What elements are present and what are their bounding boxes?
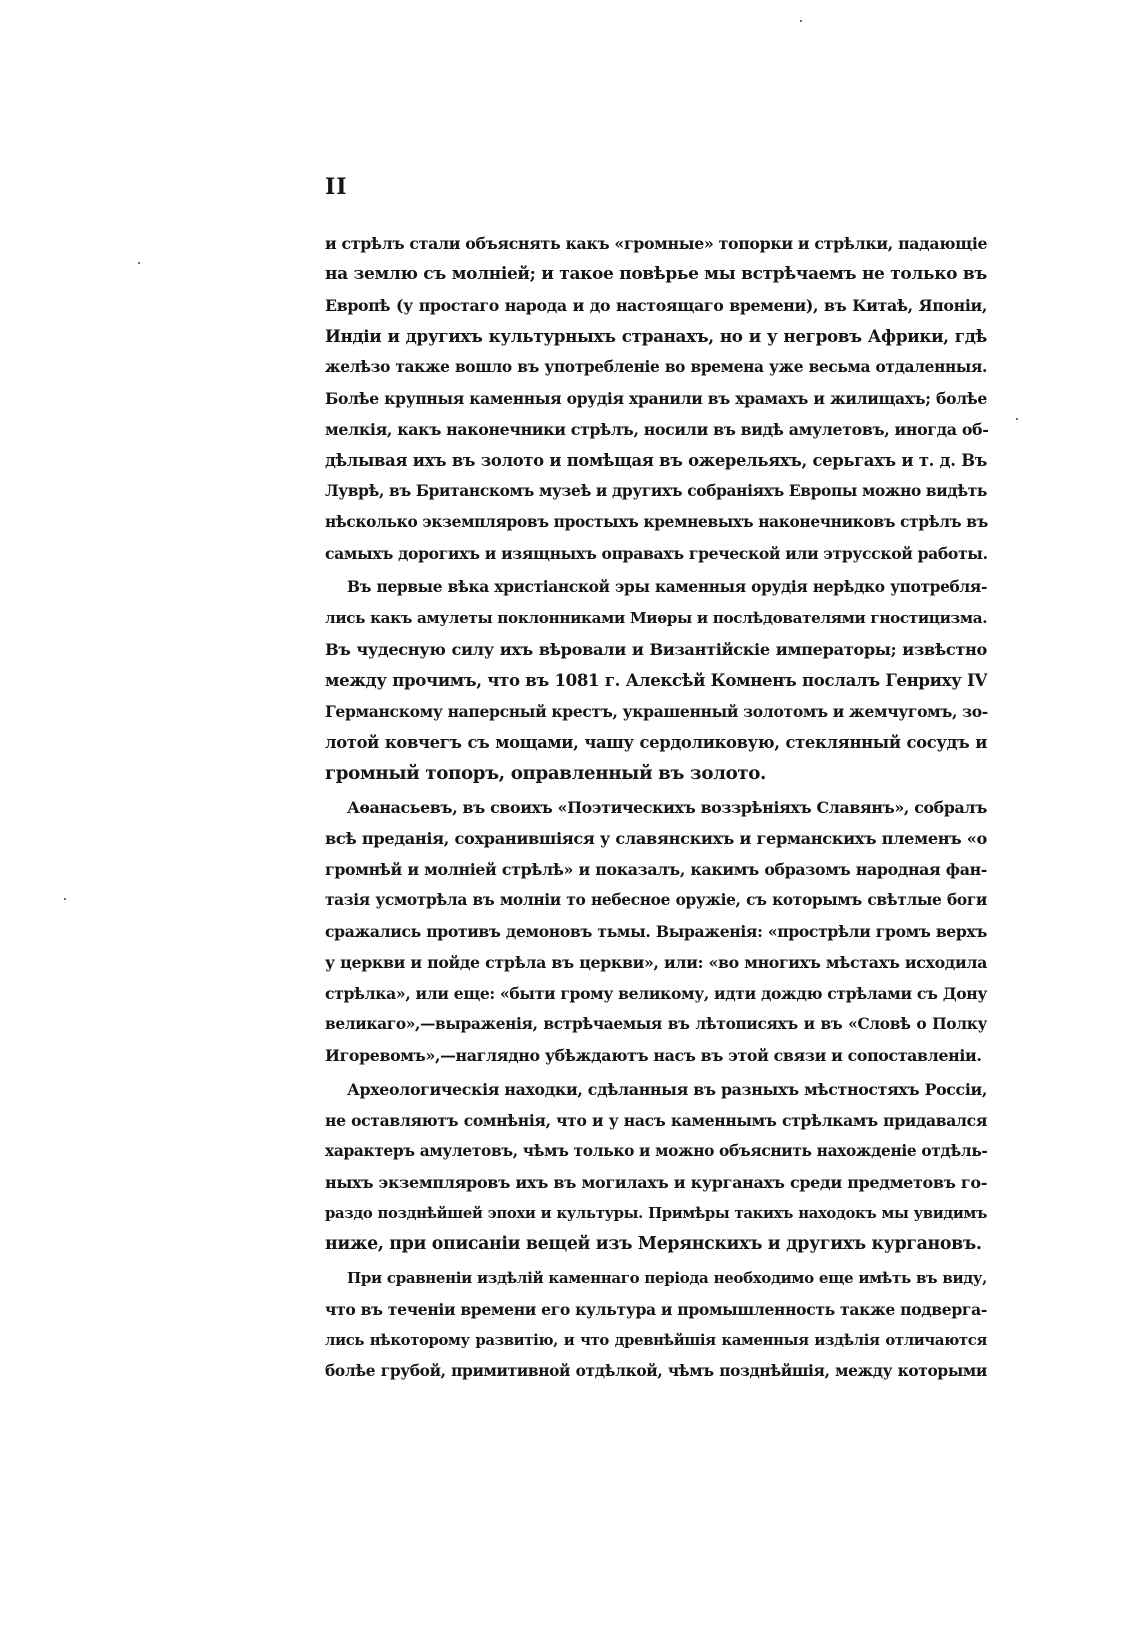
text-line: При сравненіи издѣлій каменнаго періода необходимо еще имѣть въ виду, [347,1269,987,1287]
text-line: громнѣй и молніей стрѣлѣ» и показалъ, какимъ образомъ народная фан- [325,860,987,879]
text-line: желѣзо также вошло въ употребленіе во времена уже весьма отдаленныя. [325,358,987,376]
scan-speck [64,898,66,900]
text-line: сражались противъ демоновъ тьмы. Выраженія: «прострѣли громъ верхъ [325,922,987,941]
text-line: Луврѣ, въ Британскомъ музеѣ и другихъ собраніяхъ Европы можно видѣть [325,482,987,500]
page-number: II [325,174,348,200]
scan-speck [138,262,140,264]
text-line: Игоревомъ»,—наглядно убѣждаютъ насъ въ этой связи и сопоставленіи. [325,1046,982,1065]
text-line: лотой ковчегъ съ мощами, чашу сердоликовую, стеклянный сосудъ и [325,733,987,752]
text-line: Индіи и другихъ культурныхъ странахъ, но и у негровъ Африки, гдѣ [325,326,987,346]
scan-speck [1016,418,1018,420]
text-line: раздо позднѣйшей эпохи и культуры. Примѣры такихъ находокъ мы увидимъ [325,1205,987,1222]
text-line: мелкія, какъ наконечники стрѣлъ, носили въ видѣ амулетовъ, иногда об- [325,420,989,439]
body-text [325,228,987,1387]
text-line: самыхъ дорогихъ и изящныхъ оправахъ греческой или этрусской работы. [325,544,988,563]
text-line: великаго»,—выраженія, встрѣчаемыя въ лѣтописяхъ и въ «Словѣ о Полку [325,1015,987,1033]
text-line: Германскому наперсный крестъ, украшенный золотомъ и жемчугомъ, зо- [325,702,988,721]
text-line: дѣлывая ихъ въ золото и помѣщая въ ожерельяхъ, серьгахъ и т. д. Въ [325,451,987,470]
text-line: характеръ амулетовъ, чѣмъ только и можно объяснить нахожденіе отдѣль- [325,1142,988,1160]
text-line: Въ чудесную силу ихъ вѣровали и Византійскіе императоры; извѣстно [325,640,987,659]
text-line: ниже, при описаніи вещей изъ Мерянскихъ и другихъ кургановъ. [325,1234,982,1254]
scan-speck [800,20,802,22]
text-line: на землю съ молніей; и такое повѣрье мы встрѣчаемъ не только въ [325,264,987,284]
text-line: лись какъ амулеты поклонниками Миѳры и послѣдователями гностицизма. [325,609,988,627]
text-line: всѣ преданія, сохранившіяся у славянскихъ и германскихъ племенъ «о [325,829,987,848]
text-line: что въ теченіи времени его культура и промышленность также подверга- [325,1300,987,1319]
text-line: ныхъ экземпляровъ ихъ въ могилахъ и курганахъ среди предметовъ го- [325,1173,987,1192]
text-line: и стрѣлъ стали объяснять какъ «громные» топорки и стрѣлки, падающіе [325,234,988,253]
text-line: у церкви и пойде стрѣла въ церкви», или: «во многихъ мѣстахъ исходила [325,953,987,972]
text-line: нѣсколько экземпляровъ простыхъ кремневыхъ наконечниковъ стрѣлъ въ [325,513,989,531]
text-line: стрѣлка», или еще: «быти грому великому, идти дождю стрѣлами съ Дону [325,984,987,1003]
text-line: лись нѣкоторому развитію, и что древнѣйшія каменныя издѣлія отличаются [325,1332,987,1349]
text-line: тазія усмотрѣла въ молніи то небесное оружіе, съ которымъ свѣтлые боги [325,891,987,909]
text-line: громный топоръ, оправленный въ золото. [325,763,767,784]
text-line: не оставляютъ сомнѣнія, что и у насъ каменнымъ стрѣлкамъ придавался [325,1111,987,1130]
text-line: Аѳанасьевъ, въ своихъ «Поэтическихъ воззрѣніяхъ Славянъ», собралъ [347,798,987,817]
text-line: Европѣ (у простаго народа и до настоящаго времени), въ Китаѣ, Японіи, [325,296,987,315]
text-line: Болѣе крупныя каменныя орудія хранили въ храмахъ и жилищахъ; болѣе [325,389,987,408]
text-line: болѣе грубой, примитивной отдѣлкой, чѣмъ позднѣйшія, между которыми [325,1362,987,1380]
text-line: Въ первые вѣка христіанской эры каменныя орудія нерѣдко употребля- [347,578,987,596]
text-line: между прочимъ, что въ 1081 г. Алексѣй Комненъ послалъ Генриху IV [325,670,987,690]
text-line: Археологическія находки, сдѣланныя въ разныхъ мѣстностяхъ Россіи, [347,1080,987,1099]
